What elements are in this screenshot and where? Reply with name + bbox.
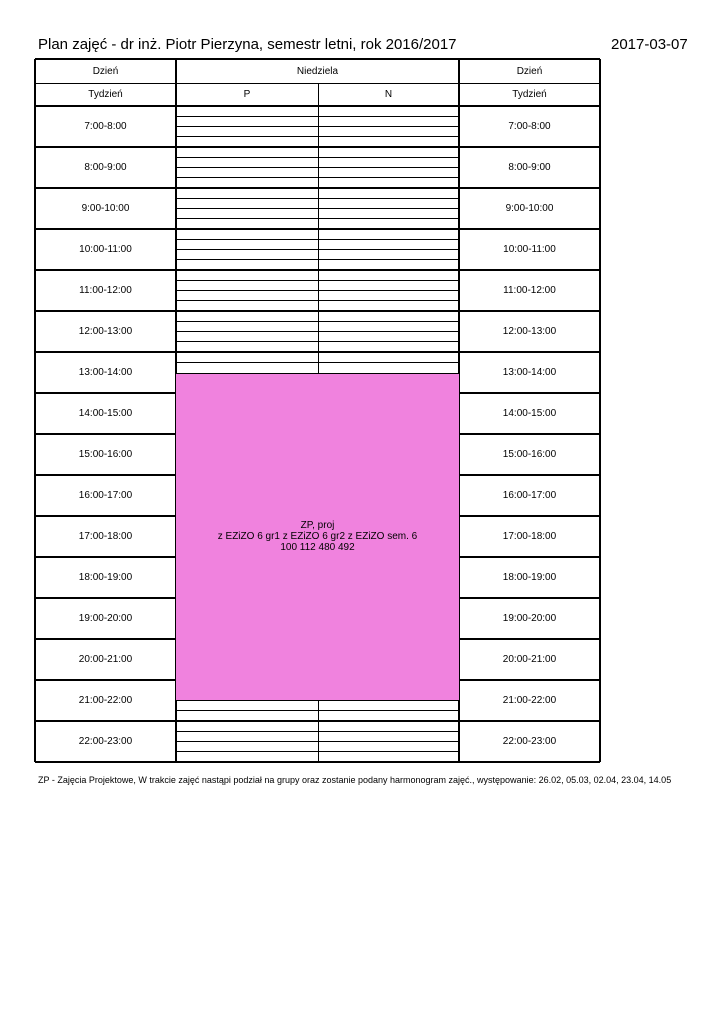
time-slot-left: 16:00-17:00 <box>78 490 133 501</box>
hour-line <box>459 638 600 640</box>
time-slot-right: 12:00-13:00 <box>502 326 557 337</box>
quarter-line <box>176 280 459 281</box>
quarter-line <box>176 331 459 332</box>
table-bottom-border <box>35 761 600 763</box>
quarter-line <box>176 362 459 363</box>
hour-line <box>459 433 600 435</box>
quarter-line <box>176 157 459 158</box>
hour-line <box>35 187 600 189</box>
quarter-line <box>176 177 459 178</box>
hour-line <box>459 392 600 394</box>
day-name-header: Niedziela <box>296 65 339 77</box>
quarter-line <box>176 741 459 742</box>
quarter-line <box>176 126 459 127</box>
hour-line <box>35 433 176 435</box>
hour-line <box>35 556 176 558</box>
quarter-line <box>176 341 459 342</box>
time-slot-left: 11:00-12:00 <box>79 285 132 296</box>
week-label-left: Tydzień <box>88 89 123 100</box>
hour-line <box>35 310 600 312</box>
quarter-line <box>176 751 459 752</box>
hour-line <box>35 720 600 722</box>
hour-line <box>459 515 600 517</box>
hour-line <box>35 146 600 148</box>
time-slot-left: 20:00-21:00 <box>78 654 133 665</box>
week-label-right: Tydzień <box>512 89 547 100</box>
page-title: Plan zajęć - dr inż. Piotr Pierzyna, semestr letni, rok 2016/2017 <box>38 36 457 53</box>
event-text-line2: z EZiZO 6 gr1 z EZiZO 6 gr2 z EZiZO sem. 6 <box>217 531 418 542</box>
time-slot-left: 21:00-22:00 <box>78 695 133 706</box>
table-top-border <box>35 58 600 60</box>
time-slot-right: 13:00-14:00 <box>502 367 557 378</box>
time-slot-right: 10:00-11:00 <box>503 244 556 255</box>
column-divider <box>458 59 460 762</box>
pn-divider <box>318 701 319 763</box>
quarter-line <box>176 300 459 301</box>
footer-note: ZP - Zajęcia Projektowe, W trakcie zajęć nastąpi podział na grupy oraz zostanie podany harmonogram zajęć., występowanie: 26.02, 05.03, 02.04, 23.04, 14.05 <box>38 775 672 785</box>
time-slot-left: 7:00-8:00 <box>84 121 127 132</box>
hour-line <box>35 392 176 394</box>
time-slot-right: 17:00-18:00 <box>502 531 557 542</box>
time-slot-left: 14:00-15:00 <box>78 408 133 419</box>
quarter-line <box>176 116 459 117</box>
time-slot-right: 22:00-23:00 <box>502 736 557 747</box>
quarter-line <box>176 167 459 168</box>
hour-line <box>35 679 176 681</box>
time-slot-right: 20:00-21:00 <box>502 654 557 665</box>
quarter-line <box>176 239 459 240</box>
time-slot-left: 17:00-18:00 <box>78 531 133 542</box>
page-date: 2017-03-07 <box>611 36 688 53</box>
time-slot-left: 15:00-16:00 <box>78 449 133 460</box>
time-slot-right: 11:00-12:00 <box>503 285 556 296</box>
hour-line <box>35 228 600 230</box>
time-slot-right: 19:00-20:00 <box>502 613 557 624</box>
time-slot-left: 13:00-14:00 <box>78 367 133 378</box>
time-slot-right: 8:00-9:00 <box>508 162 551 173</box>
quarter-line <box>176 218 459 219</box>
hour-line <box>459 474 600 476</box>
hour-line <box>459 556 600 558</box>
quarter-line <box>176 208 459 209</box>
table-right-border <box>599 59 601 762</box>
event-text-line3: 100 112 480 492 <box>280 542 355 553</box>
time-slot-left: 22:00-23:00 <box>78 736 133 747</box>
time-slot-right: 15:00-16:00 <box>502 449 557 460</box>
pn-divider <box>318 83 319 373</box>
hour-line <box>459 679 600 681</box>
time-slot-right: 14:00-15:00 <box>502 408 557 419</box>
day-label-left: Dzień <box>92 65 119 77</box>
hour-line <box>35 638 176 640</box>
hour-line <box>35 597 176 599</box>
time-slot-right: 21:00-22:00 <box>502 695 557 706</box>
hour-line <box>35 474 176 476</box>
time-slot-right: 7:00-8:00 <box>508 121 551 132</box>
quarter-line <box>176 249 459 250</box>
time-slot-right: 16:00-17:00 <box>502 490 557 501</box>
hour-line <box>35 269 600 271</box>
column-divider <box>175 59 177 762</box>
time-slot-left: 12:00-13:00 <box>78 326 133 337</box>
quarter-line <box>176 290 459 291</box>
week-n-header: N <box>384 89 393 100</box>
quarter-line <box>176 321 459 322</box>
time-slot-left: 19:00-20:00 <box>78 613 133 624</box>
week-p-header: P <box>243 89 251 100</box>
time-slot-right: 9:00-10:00 <box>505 203 554 214</box>
table-left-border <box>34 59 36 762</box>
header-bottom-border <box>35 105 600 107</box>
hour-line <box>35 515 176 517</box>
quarter-line <box>176 710 459 711</box>
time-slot-left: 10:00-11:00 <box>79 244 132 255</box>
quarter-line <box>176 731 459 732</box>
time-slot-left: 18:00-19:00 <box>78 572 133 583</box>
class-event-block[interactable] <box>176 373 459 701</box>
day-label-right: Dzień <box>516 65 543 77</box>
hour-line <box>459 597 600 599</box>
quarter-line <box>176 136 459 137</box>
time-slot-left: 9:00-10:00 <box>81 203 130 214</box>
hour-line <box>35 351 600 353</box>
time-slot-right: 18:00-19:00 <box>502 572 557 583</box>
quarter-line <box>176 259 459 260</box>
time-slot-left: 8:00-9:00 <box>84 162 127 173</box>
quarter-line <box>176 198 459 199</box>
event-text-line1: ZP, proj <box>300 520 335 531</box>
header-divider <box>35 83 600 84</box>
